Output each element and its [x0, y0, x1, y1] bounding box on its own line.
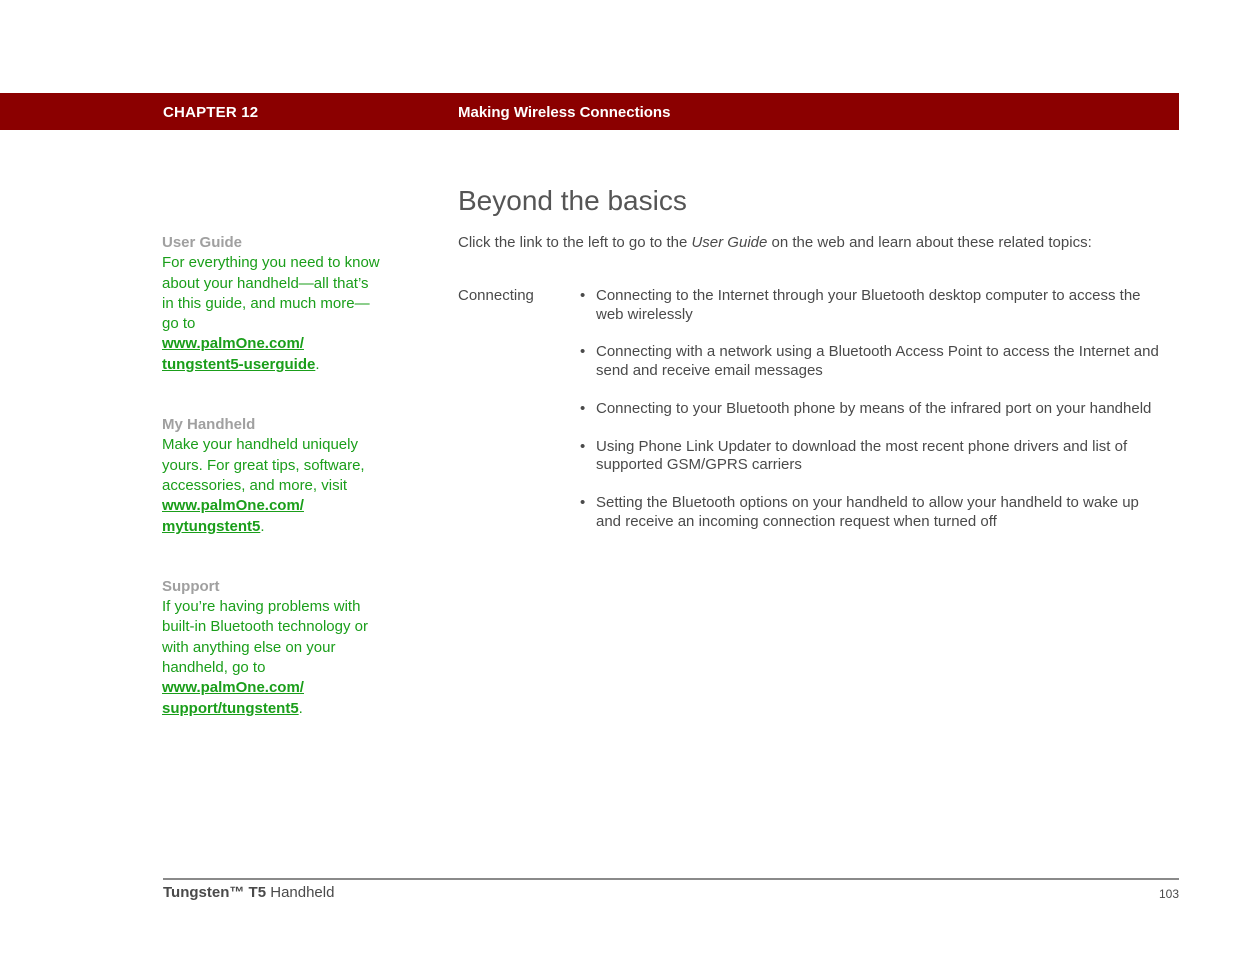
list-item-text: Using Phone Link Updater to download the most recent phone drivers and list of supported GSM/GPRS carriers [596, 437, 1128, 474]
link-suffix: . [260, 517, 265, 535]
footer-product-name [163, 884, 334, 901]
intro-emphasis: User Guide [691, 234, 768, 251]
page-number: 103 [1158, 887, 1179, 901]
bullet-glyph: • [580, 437, 586, 455]
list-item [580, 287, 1165, 324]
sidebar-text: If you’re having problems with built-in Bluetooth technology or with anything else on your handheld, go to [162, 598, 368, 677]
sidebar-heading: Support [162, 577, 220, 595]
link-line-2: support/tungstent5 [162, 699, 299, 717]
list-item-text: Connecting with a network using a Bluetooth Access Point to access the Internet and send and receive email messages [596, 343, 1159, 380]
intro-text-before: Click the link to the left to go to the [458, 234, 692, 251]
list-item [580, 400, 1165, 419]
sidebar-heading: User Guide [162, 234, 243, 251]
footer-divider [163, 878, 1179, 880]
list-item-text: Connecting to your Bluetooth phone by means of the infrared port on your handheld [596, 399, 1152, 417]
link-line-2: mytungstent5 [162, 517, 261, 535]
section-title: Beyond the basics [458, 185, 687, 216]
bullet-glyph: • [580, 493, 586, 511]
chapter-number: CHAPTER 12 [163, 104, 259, 121]
list-item [580, 494, 1165, 531]
link-line-1: www.palmOne.com/ [162, 335, 304, 353]
link-suffix: . [298, 699, 303, 717]
sidebar-section-user-guide [162, 233, 382, 375]
user-guide-link[interactable] [162, 335, 315, 372]
sidebar [162, 233, 382, 759]
bullet-glyph: • [580, 399, 586, 417]
link-suffix: . [315, 355, 320, 373]
list-item-text: Connecting to the Internet through your Bluetooth desktop computer to access the web wirelessly [596, 287, 1141, 323]
chapter-title: Making Wireless Connections [458, 104, 671, 121]
topic-label: Connecting [458, 287, 534, 304]
bullet-glyph: • [580, 343, 586, 361]
list-item [580, 438, 1165, 475]
product-name-bold: Tungsten™ T5 [163, 884, 267, 901]
intro-paragraph [458, 234, 1092, 251]
support-link[interactable] [162, 679, 304, 716]
sidebar-heading: My Handheld [162, 416, 256, 434]
topic-bullet-list [580, 287, 1165, 550]
list-item [580, 343, 1165, 380]
link-line-2: tungstent5-userguide [162, 355, 316, 373]
link-line-1: www.palmOne.com/ [162, 679, 304, 697]
my-handheld-link[interactable] [162, 497, 304, 534]
sidebar-text: For everything you need to know about your handheld—all that’s in this guide, and much more—go to [162, 254, 380, 333]
intro-text-after: on the web and learn about these related topics: [767, 234, 1092, 251]
bullet-glyph: • [580, 287, 586, 304]
sidebar-text: Make your handheld uniquely yours. For great tips, software, accessories, and more, visit [162, 436, 365, 494]
list-item-text: Setting the Bluetooth options on your handheld to allow your handheld to wake up and receive an incoming connection request when turned off [596, 493, 1139, 530]
link-line-1: www.palmOne.com/ [162, 497, 304, 515]
product-name-rest: Handheld [266, 884, 335, 901]
sidebar-section-my-handheld [162, 415, 382, 537]
sidebar-section-support [162, 577, 382, 719]
